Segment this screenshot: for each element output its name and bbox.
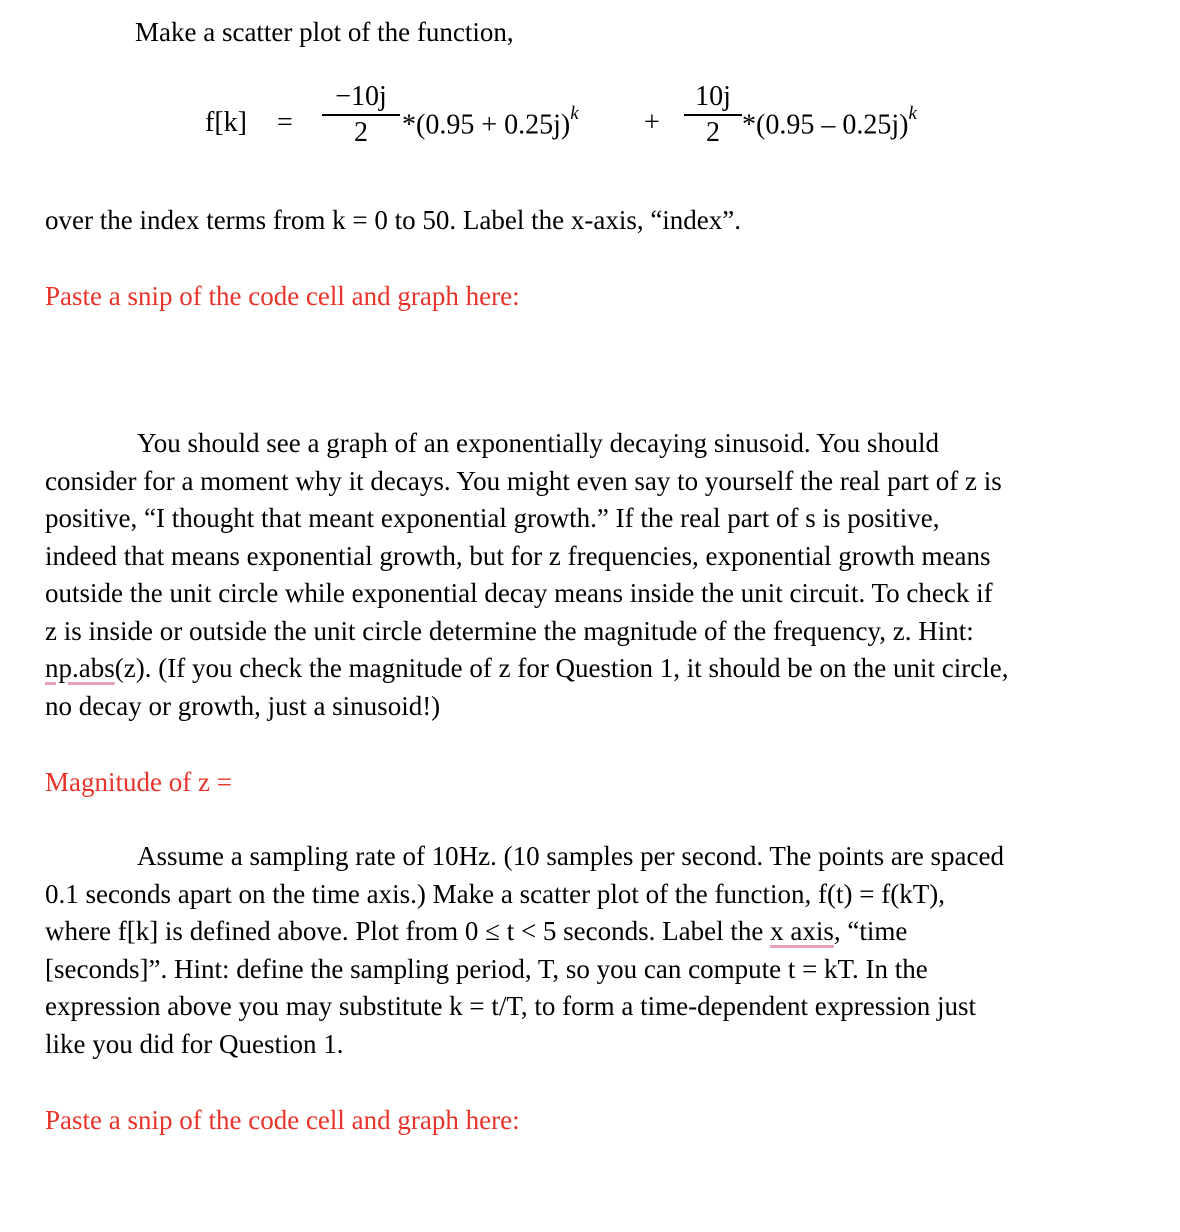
x-axis-phrase: x axis [770, 916, 834, 946]
fraction-2 [684, 82, 742, 148]
equation-lhs: f[k] [205, 107, 247, 138]
magnitude-label: Magnitude of z = [45, 767, 232, 797]
np-abs-code: np.abs [45, 653, 115, 683]
exponent-2: k [908, 103, 917, 124]
equation-equals: = [277, 107, 293, 138]
paragraph-2-line: Assume a sampling rate of 10Hz. (10 samples per second. The points are spaced [137, 841, 1005, 871]
fraction-2-bar [684, 114, 742, 116]
fraction-1-denominator: 2 [354, 117, 368, 148]
fraction-2-denominator: 2 [706, 117, 720, 148]
paragraph-sampling-instructions [45, 838, 1125, 1063]
paragraph-1-line: You should see a graph of an exponentially decaying sinusoid. You should [137, 428, 939, 458]
fraction-1-bar [322, 114, 400, 116]
paste-instruction-1: Paste a snip of the code cell and graph here: [45, 281, 520, 311]
paragraph-1-line: indeed that means exponential growth, but for z frequencies, exponential growth means [45, 540, 991, 571]
range-text: over the index terms from k = 0 to 50. Label the x-axis, “index”. [45, 205, 742, 235]
equation-plus: + [644, 107, 660, 138]
paragraph-2-line: where f[k] is defined above. Plot from 0 ≤ t < 5 seconds. Label the x axis, “time [45, 916, 908, 946]
fraction-2-numerator: 10j [695, 81, 731, 112]
paragraph-1-line: consider for a moment why it decays. You might even say to yourself the real part of z is [45, 465, 1002, 496]
exponent-1: k [570, 103, 579, 124]
paragraph-1-line: positive, “I thought that meant exponential growth.” If the real part of s is positive, [45, 503, 940, 533]
paragraph-2-line: expression above you may substitute k = t/T, to form a time-dependent expression just [45, 991, 977, 1021]
fraction-1-numerator: −10j [335, 81, 387, 112]
paragraph-2-line: [seconds]”. Hint: define the sampling period, T, so you can compute t = kT. In the [45, 953, 928, 984]
paragraph-1-line: no decay or growth, just a sinusoid!) [45, 690, 441, 721]
paragraph-2-line: 0.1 seconds apart on the time axis.) Make a scatter plot of the function, f(t) = f(kT), [45, 878, 945, 909]
intro-text: Make a scatter plot of the function, [135, 17, 514, 47]
paragraph-1-line: np.abs(z). (If you check the magnitude of z for Question 1, it should be on the unit circle, [45, 653, 1009, 683]
term-2-base: *(0.95 – 0.25j)$^k$ [742, 103, 917, 141]
fraction-1 [322, 82, 400, 148]
term-1-base: $*(0.95 + 0.25j)^k$ [402, 103, 579, 141]
paste-instruction-2: Paste a snip of the code cell and graph here: [45, 1105, 520, 1135]
paragraph-2-line: like you did for Question 1. [45, 1028, 344, 1059]
paragraph-1-line: z is inside or outside the unit circle determine the magnitude of the frequency, z. Hint: [45, 615, 974, 646]
paragraph-1-line: outside the unit circle while exponential decay means inside the unit circuit. To check if [45, 578, 993, 608]
paragraph-decay-explanation [45, 425, 1125, 725]
